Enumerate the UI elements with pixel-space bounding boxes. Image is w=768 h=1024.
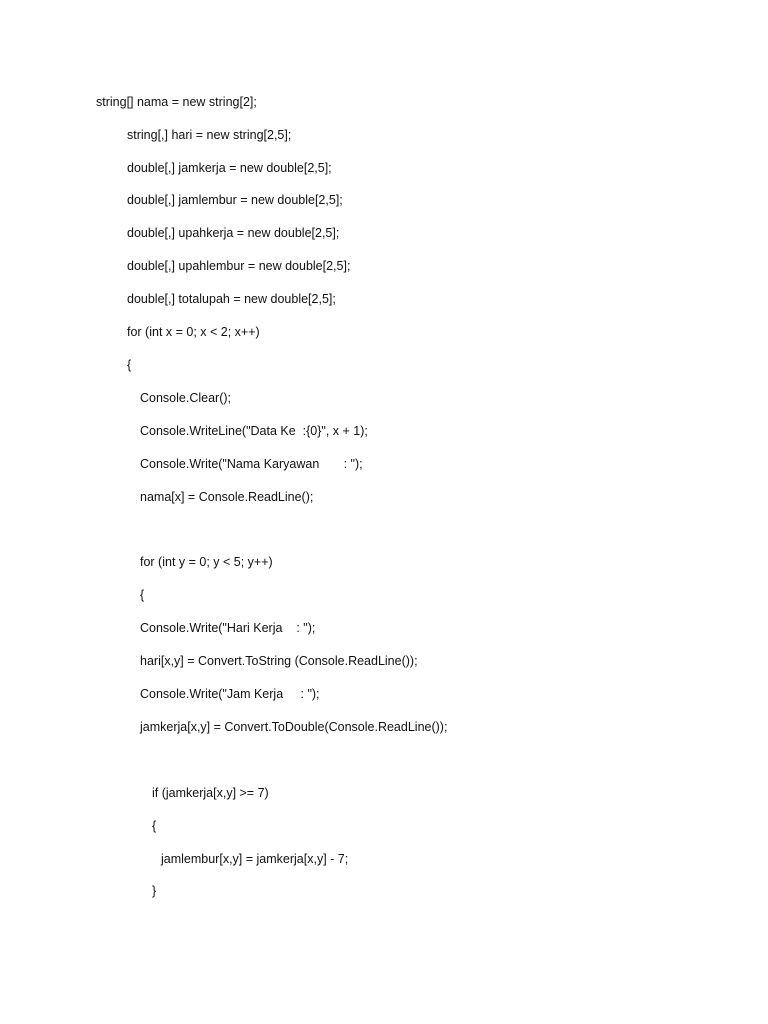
code-line: Console.Write("Nama Karyawan : ");: [140, 457, 363, 471]
code-line: double[,] jamlembur = new double[2,5];: [127, 193, 343, 207]
code-line: double[,] upahlembur = new double[2,5];: [127, 259, 351, 273]
code-line: nama[x] = Console.ReadLine();: [140, 490, 314, 504]
code-line: {: [152, 819, 157, 833]
code-line: Console.Write("Jam Kerja : ");: [140, 687, 320, 701]
code-line: for (int x = 0; x < 2; x++): [127, 325, 260, 339]
code-line: jamlembur[x,y] = jamkerja[x,y] - 7;: [161, 852, 349, 866]
code-line: hari[x,y] = Convert.ToString (Console.ReadLine());: [140, 654, 418, 668]
code-line: jamkerja[x,y] = Convert.ToDouble(Console.ReadLine());: [140, 720, 448, 734]
code-line: for (int y = 0; y < 5; y++): [140, 555, 273, 569]
code-line: double[,] upahkerja = new double[2,5];: [127, 226, 340, 240]
code-line: Console.WriteLine("Data Ke :{0}", x + 1);: [140, 424, 368, 438]
code-line: Console.Clear();: [140, 391, 232, 405]
code-line: double[,] totalupah = new double[2,5];: [127, 292, 336, 306]
code-line: double[,] jamkerja = new double[2,5];: [127, 161, 332, 175]
code-line: {: [140, 588, 145, 602]
code-line: if (jamkerja[x,y] >= 7): [152, 786, 269, 800]
code-line: string[,] hari = new string[2,5];: [127, 128, 292, 142]
code-line: {: [127, 358, 132, 372]
code-line: Console.Write("Hari Kerja : ");: [140, 621, 316, 635]
code-line: string[] nama = new string[2];: [96, 95, 257, 109]
code-line: }: [152, 884, 157, 898]
